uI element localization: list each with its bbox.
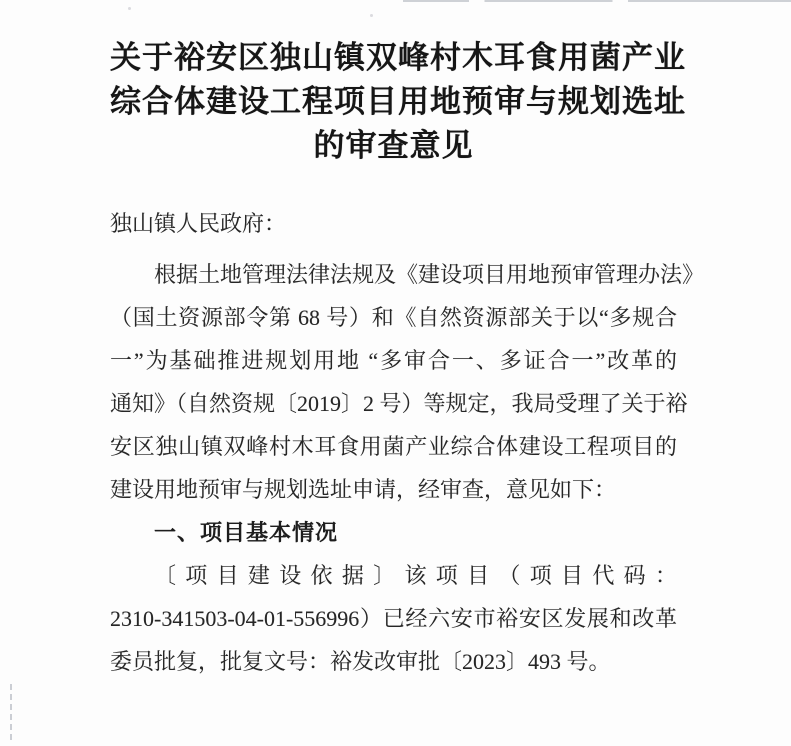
- title-line-3: 的审查意见: [313, 128, 474, 163]
- paragraph-legal-basis: [110, 253, 705, 511]
- paragraph-line: 根据土地管理法律法规及《建设项目用地预审管理办法》: [154, 262, 705, 287]
- paragraph-line: 通知》（自然资规〔2019〕2 号）等规定，我局受理了关于裕: [110, 391, 688, 416]
- paragraph-line: 安区独山镇双峰村木耳食用菌产业综合体建设工程项目的: [110, 434, 677, 459]
- document-body: [110, 202, 705, 683]
- paragraph-line: 建设用地预审与规划选址申请，经审查，意见如下：: [110, 477, 617, 502]
- scan-artifact-left-edge: [10, 684, 12, 740]
- paragraph-project-basis: [110, 554, 677, 683]
- title-line-1: 关于裕安区独山镇双峰村木耳食用菌产业: [110, 40, 686, 75]
- salutation: 独山镇人民政府：: [110, 211, 287, 236]
- paragraph-line: 一”为基础推进规划用地 “多审合一、多证合一”改革的: [110, 348, 677, 373]
- paragraph-line: （国土资源部令第 68 号）和《自然资源部关于以“多规合: [110, 305, 677, 330]
- paragraph-line: 2310-341503-04-01-556996）已经六安市裕安区发展和改革: [110, 606, 677, 631]
- title-line-2: 综合体建设工程项目用地预审与规划选址: [110, 84, 686, 119]
- paragraph-line: 委员批复，批复文号：裕发改审批〔2023〕493 号。: [110, 649, 611, 674]
- paragraph-line: 〔项目建设依据〕该项目（项目代码：: [154, 563, 677, 588]
- section-heading-1: 一、项目基本情况: [154, 520, 339, 545]
- document-content: [110, 0, 705, 683]
- document-title: [110, 36, 686, 168]
